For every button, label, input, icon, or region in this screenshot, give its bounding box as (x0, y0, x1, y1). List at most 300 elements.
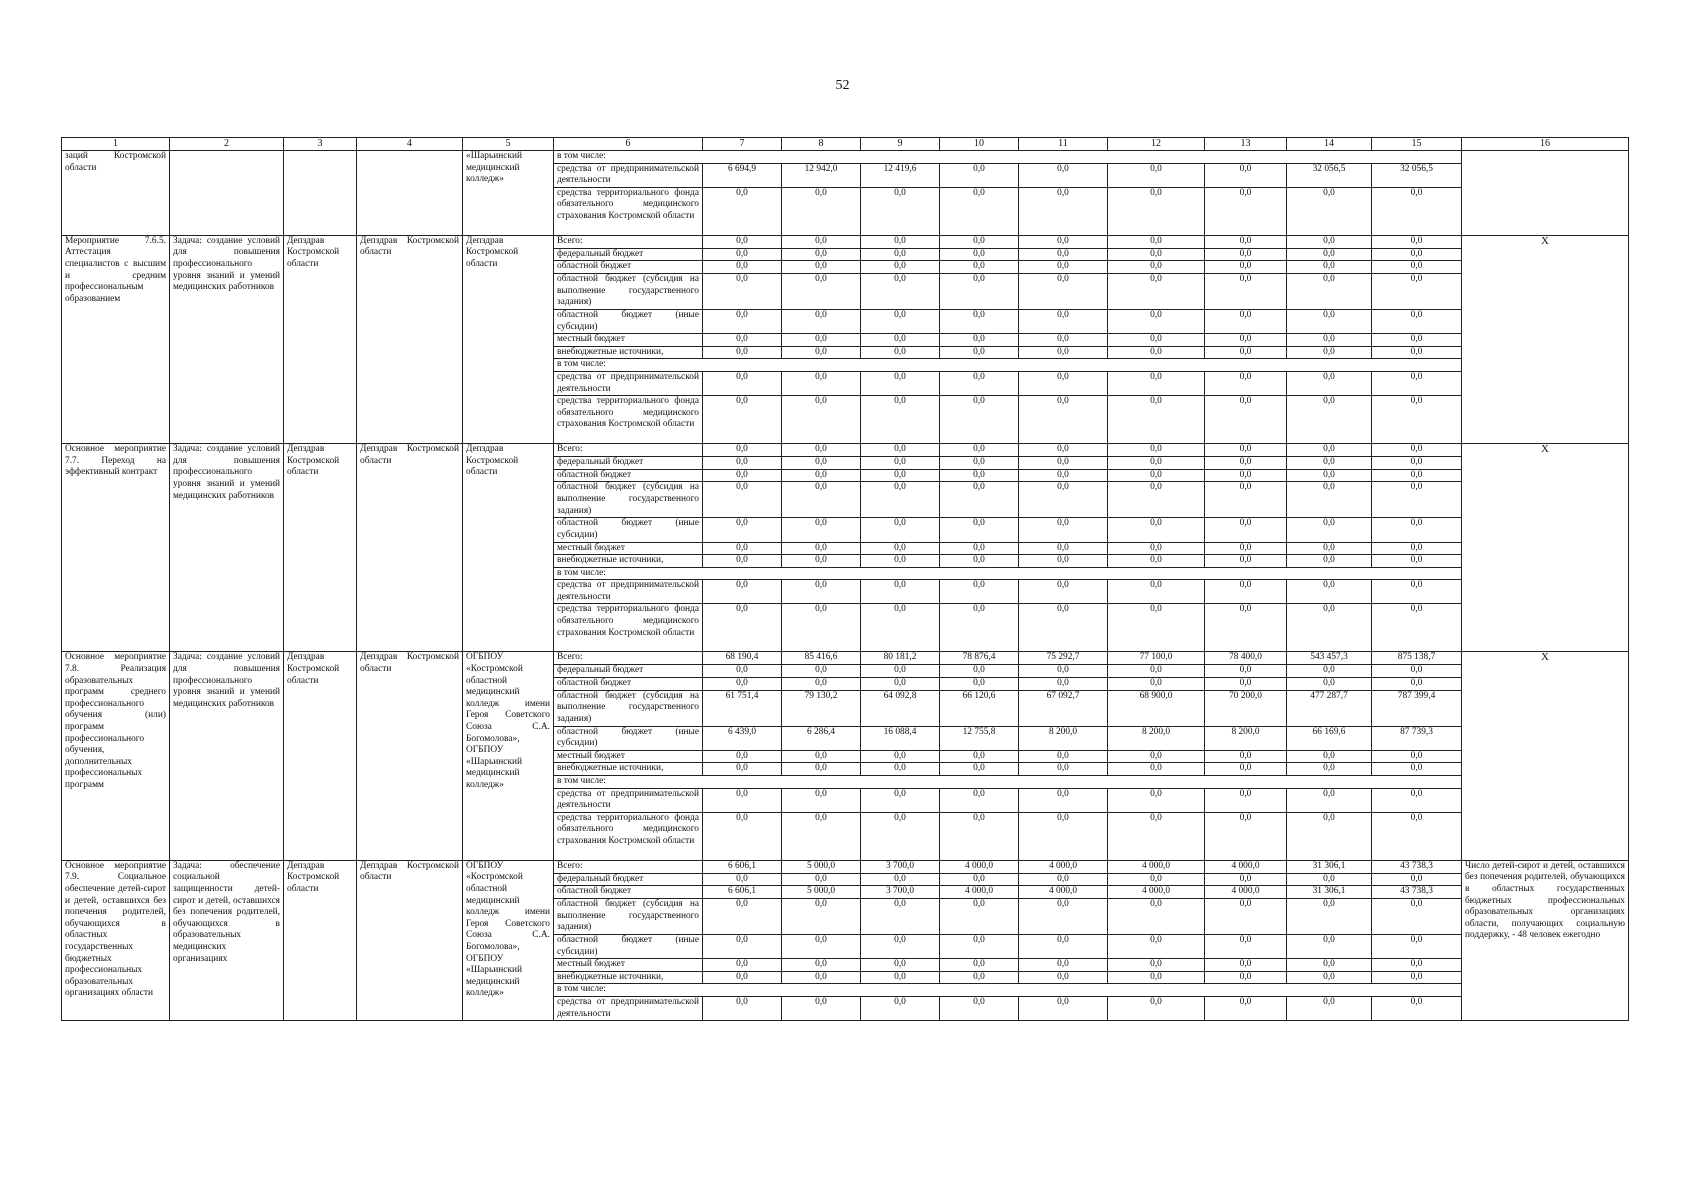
value-cell: 0,0 (861, 959, 940, 972)
cell-c4: Депздрав Костромской области (357, 444, 463, 652)
value-cell: 0,0 (940, 235, 1019, 248)
value-cell: 0,0 (940, 959, 1019, 972)
value-cell: 0,0 (1287, 750, 1372, 763)
value-cell: 0,0 (782, 457, 861, 470)
value-cell: 0,0 (1019, 542, 1108, 555)
value-cell: 0,0 (703, 469, 782, 482)
value-cell: 0,0 (861, 235, 940, 248)
value-cell: 4 000,0 (1019, 886, 1108, 899)
row-label: средства от предпринимательской деятельности (554, 996, 703, 1020)
column-number: 13 (1205, 138, 1287, 151)
value-cell: 0,0 (1205, 971, 1287, 984)
value-cell: 0,0 (1372, 899, 1462, 935)
value-cell: 4 000,0 (1205, 860, 1287, 873)
value-cell: 0,0 (861, 371, 940, 395)
value-cell: 0,0 (1019, 187, 1108, 235)
value-cell: 0,0 (1205, 273, 1287, 309)
value-cell: 4 000,0 (940, 860, 1019, 873)
value-cell: 32 056,5 (1287, 163, 1372, 187)
value-cell: 787 399,4 (1372, 690, 1462, 726)
value-cell: 0,0 (940, 678, 1019, 691)
value-cell: 0,0 (1372, 996, 1462, 1020)
value-cell: 0,0 (940, 812, 1019, 860)
value-cell: 0,0 (1108, 604, 1205, 652)
row-label: областной бюджет (554, 261, 703, 274)
value-cell: 0,0 (1108, 444, 1205, 457)
value-cell: 66 120,6 (940, 690, 1019, 726)
value-cell: 0,0 (782, 235, 861, 248)
row-label: Всего: (554, 652, 703, 665)
column-number: 9 (861, 138, 940, 151)
value-cell: 0,0 (703, 542, 782, 555)
cell-c5: «Шарьинский медицинский колледж» (463, 151, 554, 236)
value-cell: 0,0 (861, 273, 940, 309)
value-cell: 0,0 (1108, 788, 1205, 812)
value-cell: 0,0 (1287, 457, 1372, 470)
value-cell: 0,0 (1108, 665, 1205, 678)
value-cell: 0,0 (1287, 482, 1372, 518)
value-cell: 0,0 (1372, 665, 1462, 678)
value-cell: 70 200,0 (1205, 690, 1287, 726)
value-cell: 0,0 (1019, 248, 1108, 261)
budget-table (61, 137, 1629, 1021)
value-cell: 0,0 (1108, 469, 1205, 482)
value-cell: 0,0 (1205, 469, 1287, 482)
value-cell: 0,0 (1019, 444, 1108, 457)
cell-c3-empty (284, 151, 357, 236)
value-cell: 0,0 (861, 396, 940, 444)
value-cell: 0,0 (940, 187, 1019, 235)
value-cell: 32 056,5 (1372, 163, 1462, 187)
row-label: средства территориального фонда обязательного медицинского страхования Костромской области (554, 812, 703, 860)
value-cell: 0,0 (1019, 750, 1108, 763)
value-cell: 0,0 (703, 396, 782, 444)
cell-c5: Депздрав Костромской области (463, 444, 554, 652)
value-cell: 3 700,0 (861, 860, 940, 873)
value-cell: 0,0 (1287, 444, 1372, 457)
value-cell: 0,0 (1108, 235, 1205, 248)
value-cell: 0,0 (703, 309, 782, 333)
value-cell: 0,0 (1108, 187, 1205, 235)
value-cell: 0,0 (940, 457, 1019, 470)
value-cell: 0,0 (1019, 665, 1108, 678)
value-cell: 0,0 (940, 996, 1019, 1020)
value-cell: 0,0 (861, 665, 940, 678)
cell-c1: Мероприятие 7.6.5. Аттестация специалистов с высшим и средним профессиональным образованием (62, 235, 170, 443)
value-cell: 12 755,8 (940, 726, 1019, 750)
value-cell: 0,0 (1205, 235, 1287, 248)
value-cell: 0,0 (1108, 309, 1205, 333)
column-number: 2 (170, 138, 284, 151)
row-label: средства территориального фонда обязательного медицинского страхования Костромской области (554, 604, 703, 652)
value-cell: 0,0 (1205, 482, 1287, 518)
value-cell: 0,0 (1287, 604, 1372, 652)
value-cell: 0,0 (1372, 763, 1462, 776)
value-cell: 0,0 (940, 580, 1019, 604)
value-cell: 0,0 (703, 935, 782, 959)
value-cell: 66 169,6 (1287, 726, 1372, 750)
value-cell: 0,0 (1287, 959, 1372, 972)
value-cell: 0,0 (861, 334, 940, 347)
value-cell: 0,0 (1205, 334, 1287, 347)
value-cell: 0,0 (1205, 763, 1287, 776)
column-number: 7 (703, 138, 782, 151)
value-cell: 0,0 (703, 812, 782, 860)
value-cell: 0,0 (1108, 678, 1205, 691)
value-cell: 0,0 (1205, 678, 1287, 691)
value-cell: 0,0 (782, 309, 861, 333)
cell-c2: Задача: создание условий для повышения профессионального уровня знаний и умений медицинских работников (170, 652, 284, 860)
value-cell: 0,0 (1019, 873, 1108, 886)
value-cell: 8 200,0 (1108, 726, 1205, 750)
value-cell: 0,0 (1019, 309, 1108, 333)
cell-c1: Основное мероприятие 7.7. Переход на эффективный контракт (62, 444, 170, 652)
row-label: средства территориального фонда обязательного медицинского страхования Костромской области (554, 396, 703, 444)
value-cell: 0,0 (1287, 899, 1372, 935)
value-cell: 0,0 (1287, 812, 1372, 860)
value-cell: 0,0 (861, 580, 940, 604)
value-cell: 0,0 (1108, 996, 1205, 1020)
value-cell: 0,0 (782, 678, 861, 691)
cell-c4: Депздрав Костромской области (357, 652, 463, 860)
column-number: 14 (1287, 138, 1372, 151)
row-label: местный бюджет (554, 542, 703, 555)
value-cell: 0,0 (940, 935, 1019, 959)
row-label: областной бюджет (554, 678, 703, 691)
value-cell: 0,0 (1372, 235, 1462, 248)
column-number: 16 (1462, 138, 1629, 151)
value-cell: 0,0 (1205, 959, 1287, 972)
table-row (62, 444, 1629, 457)
value-cell: 0,0 (1287, 678, 1372, 691)
value-cell: 0,0 (1108, 750, 1205, 763)
value-cell: 0,0 (940, 518, 1019, 542)
value-cell: 0,0 (1372, 273, 1462, 309)
value-cell: 0,0 (782, 261, 861, 274)
cell-c3: Депздрав Костромской области (284, 235, 357, 443)
value-cell: 85 416,6 (782, 652, 861, 665)
value-cell: 0,0 (1108, 935, 1205, 959)
row-label: в том числе: (554, 151, 1462, 164)
value-cell: 0,0 (1287, 873, 1372, 886)
value-cell: 0,0 (1287, 469, 1372, 482)
value-cell: 16 088,4 (861, 726, 940, 750)
value-cell: 0,0 (703, 261, 782, 274)
value-cell: 0,0 (1372, 334, 1462, 347)
value-cell: 0,0 (1019, 482, 1108, 518)
value-cell: 0,0 (703, 346, 782, 359)
value-cell: 0,0 (861, 604, 940, 652)
value-cell: 0,0 (1019, 371, 1108, 395)
value-cell: 0,0 (1205, 457, 1287, 470)
value-cell: 0,0 (782, 812, 861, 860)
value-cell: 68 900,0 (1108, 690, 1205, 726)
value-cell: 0,0 (1372, 187, 1462, 235)
value-cell: 0,0 (1287, 580, 1372, 604)
value-cell: 0,0 (861, 812, 940, 860)
value-cell: 0,0 (782, 788, 861, 812)
cell-c16: Х (1462, 235, 1629, 443)
column-number: 5 (463, 138, 554, 151)
value-cell: 0,0 (1108, 334, 1205, 347)
value-cell: 0,0 (703, 482, 782, 518)
value-cell: 0,0 (940, 665, 1019, 678)
cell-c16: Х (1462, 444, 1629, 652)
value-cell: 0,0 (782, 346, 861, 359)
value-cell: 0,0 (861, 555, 940, 568)
value-cell: 0,0 (1372, 750, 1462, 763)
value-cell: 67 092,7 (1019, 690, 1108, 726)
value-cell: 0,0 (1205, 873, 1287, 886)
value-cell: 0,0 (861, 248, 940, 261)
value-cell: 875 138,7 (1372, 652, 1462, 665)
row-label: областной бюджет (иные субсидии) (554, 309, 703, 333)
value-cell: 0,0 (1019, 763, 1108, 776)
value-cell: 0,0 (1287, 396, 1372, 444)
value-cell: 43 738,3 (1372, 860, 1462, 873)
cell-c16: Х (1462, 652, 1629, 860)
value-cell: 0,0 (861, 788, 940, 812)
value-cell: 0,0 (1108, 763, 1205, 776)
value-cell: 61 751,4 (703, 690, 782, 726)
row-label: внебюджетные источники, (554, 555, 703, 568)
value-cell: 0,0 (1287, 542, 1372, 555)
value-cell: 0,0 (1108, 542, 1205, 555)
row-label: областной бюджет (554, 886, 703, 899)
value-cell: 0,0 (1019, 899, 1108, 935)
cell-c2: Задача: обеспечение социальной защищенности детей-сирот и детей, оставшихся без попечения родителей, обучающихся в образовательных медицинских организациях (170, 860, 284, 1020)
value-cell: 0,0 (782, 971, 861, 984)
row-label: местный бюджет (554, 750, 703, 763)
value-cell: 0,0 (1287, 555, 1372, 568)
value-cell: 0,0 (1287, 971, 1372, 984)
row-label: внебюджетные источники, (554, 346, 703, 359)
value-cell: 6 439,0 (703, 726, 782, 750)
value-cell: 0,0 (1019, 163, 1108, 187)
value-cell: 0,0 (1372, 678, 1462, 691)
value-cell: 0,0 (1108, 346, 1205, 359)
value-cell: 0,0 (861, 542, 940, 555)
value-cell: 0,0 (1108, 555, 1205, 568)
row-label: внебюджетные источники, (554, 763, 703, 776)
table-row (62, 151, 1629, 164)
row-label: средства от предпринимательской деятельности (554, 163, 703, 187)
value-cell: 0,0 (1108, 482, 1205, 518)
value-cell: 0,0 (1287, 788, 1372, 812)
value-cell: 0,0 (703, 444, 782, 457)
value-cell: 0,0 (1287, 763, 1372, 776)
row-label: федеральный бюджет (554, 248, 703, 261)
value-cell: 5 000,0 (782, 860, 861, 873)
value-cell: 0,0 (940, 309, 1019, 333)
value-cell: 0,0 (940, 334, 1019, 347)
row-label: в том числе: (554, 567, 1462, 580)
value-cell: 0,0 (1372, 935, 1462, 959)
row-label: областной бюджет (субсидия на выполнение государственного задания) (554, 273, 703, 309)
value-cell: 0,0 (1287, 996, 1372, 1020)
value-cell: 0,0 (861, 935, 940, 959)
value-cell: 0,0 (1205, 518, 1287, 542)
value-cell: 0,0 (1205, 542, 1287, 555)
value-cell: 43 738,3 (1372, 886, 1462, 899)
value-cell: 0,0 (703, 334, 782, 347)
cell-c1: Основное мероприятие 7.9. Социальное обеспечение детей-сирот и детей, оставшихся без попечения родителей, обучающихся в областных государственных бюджетных профессиональных образовательных организациях области (62, 860, 170, 1020)
column-number: 10 (940, 138, 1019, 151)
value-cell: 0,0 (1205, 750, 1287, 763)
row-label: областной бюджет (иные субсидии) (554, 726, 703, 750)
value-cell: 0,0 (1019, 580, 1108, 604)
value-cell: 0,0 (1372, 346, 1462, 359)
value-cell: 0,0 (1019, 235, 1108, 248)
value-cell: 0,0 (1372, 469, 1462, 482)
value-cell: 0,0 (1108, 396, 1205, 444)
value-cell: 0,0 (1205, 788, 1287, 812)
column-number: 12 (1108, 138, 1205, 151)
cell-c4-empty (357, 151, 463, 236)
value-cell: 31 306,1 (1287, 886, 1372, 899)
value-cell: 31 306,1 (1287, 860, 1372, 873)
value-cell: 0,0 (1287, 334, 1372, 347)
value-cell: 0,0 (1108, 273, 1205, 309)
value-cell: 0,0 (861, 346, 940, 359)
value-cell: 0,0 (782, 444, 861, 457)
value-cell: 0,0 (1019, 678, 1108, 691)
row-label: Всего: (554, 444, 703, 457)
value-cell: 0,0 (782, 959, 861, 972)
value-cell: 0,0 (703, 555, 782, 568)
row-label: местный бюджет (554, 334, 703, 347)
value-cell: 0,0 (782, 899, 861, 935)
column-number-row (62, 138, 1629, 151)
value-cell: 0,0 (1287, 309, 1372, 333)
value-cell: 0,0 (703, 273, 782, 309)
value-cell: 64 092,8 (861, 690, 940, 726)
value-cell: 0,0 (940, 604, 1019, 652)
value-cell: 0,0 (861, 457, 940, 470)
value-cell: 0,0 (940, 899, 1019, 935)
value-cell: 0,0 (1287, 665, 1372, 678)
cell-c1: заций Костромской области (62, 151, 170, 236)
value-cell: 0,0 (782, 580, 861, 604)
value-cell: 0,0 (940, 788, 1019, 812)
value-cell: 0,0 (703, 750, 782, 763)
value-cell: 0,0 (1205, 248, 1287, 261)
value-cell: 0,0 (782, 371, 861, 395)
cell-c4: Депздрав Костромской области (357, 235, 463, 443)
value-cell: 0,0 (1372, 971, 1462, 984)
page-number: 52 (835, 78, 850, 93)
row-label: областной бюджет (субсидия на выполнение государственного задания) (554, 482, 703, 518)
value-cell: 4 000,0 (1108, 860, 1205, 873)
value-cell: 0,0 (1019, 334, 1108, 347)
value-cell: 0,0 (703, 763, 782, 776)
value-cell: 0,0 (782, 555, 861, 568)
value-cell: 0,0 (703, 899, 782, 935)
value-cell: 0,0 (940, 971, 1019, 984)
value-cell: 0,0 (1108, 371, 1205, 395)
value-cell: 0,0 (1108, 899, 1205, 935)
value-cell: 0,0 (940, 482, 1019, 518)
value-cell: 0,0 (1108, 971, 1205, 984)
row-label: средства от предпринимательской деятельности (554, 371, 703, 395)
value-cell: 79 130,2 (782, 690, 861, 726)
value-cell: 0,0 (1019, 959, 1108, 972)
value-cell: 477 287,7 (1287, 690, 1372, 726)
value-cell: 0,0 (1205, 346, 1287, 359)
value-cell: 0,0 (782, 665, 861, 678)
cell-c2: Задача: создание условий для повышения профессионального уровня знаний и умений медицинских работников (170, 444, 284, 652)
value-cell: 0,0 (1372, 248, 1462, 261)
value-cell: 0,0 (1372, 604, 1462, 652)
column-number: 11 (1019, 138, 1108, 151)
value-cell: 6 694,9 (703, 163, 782, 187)
value-cell: 0,0 (940, 261, 1019, 274)
value-cell: 0,0 (1108, 457, 1205, 470)
cell-c16-empty (1462, 151, 1629, 236)
value-cell: 0,0 (1019, 971, 1108, 984)
value-cell: 0,0 (782, 873, 861, 886)
value-cell: 0,0 (1372, 518, 1462, 542)
value-cell: 0,0 (1108, 261, 1205, 274)
table-row (62, 652, 1629, 665)
value-cell: 0,0 (1372, 261, 1462, 274)
value-cell: 0,0 (1205, 444, 1287, 457)
value-cell: 0,0 (703, 235, 782, 248)
value-cell: 0,0 (782, 518, 861, 542)
value-cell: 0,0 (1205, 899, 1287, 935)
value-cell: 4 000,0 (940, 886, 1019, 899)
value-cell: 0,0 (703, 457, 782, 470)
value-cell: 12 942,0 (782, 163, 861, 187)
table-row (62, 860, 1629, 873)
value-cell: 0,0 (861, 482, 940, 518)
value-cell: 0,0 (1372, 396, 1462, 444)
value-cell: 4 000,0 (1108, 886, 1205, 899)
value-cell: 0,0 (861, 187, 940, 235)
value-cell: 80 181,2 (861, 652, 940, 665)
value-cell: 0,0 (1372, 788, 1462, 812)
value-cell: 0,0 (1205, 371, 1287, 395)
value-cell: 0,0 (861, 518, 940, 542)
value-cell: 0,0 (1287, 346, 1372, 359)
value-cell: 0,0 (782, 334, 861, 347)
value-cell: 0,0 (1019, 396, 1108, 444)
value-cell: 0,0 (940, 396, 1019, 444)
value-cell: 4 000,0 (1205, 886, 1287, 899)
value-cell: 0,0 (782, 248, 861, 261)
value-cell: 0,0 (1287, 261, 1372, 274)
value-cell: 0,0 (861, 971, 940, 984)
value-cell: 0,0 (1019, 457, 1108, 470)
value-cell: 0,0 (1108, 163, 1205, 187)
cell-c5: ОГБПОУ «Костромской областной медицинский колледж имени Героя Советского Союза С.А. Богомолова», ОГБПОУ «Шарьинский медицинский колледж» (463, 652, 554, 860)
value-cell: 0,0 (703, 665, 782, 678)
value-cell: 0,0 (861, 469, 940, 482)
value-cell: 0,0 (782, 187, 861, 235)
cell-c5: ОГБПОУ «Костромской областной медицинский колледж имени Героя Советского Союза С.А. Богомолова», ОГБПОУ «Шарьинский медицинский колледж» (463, 860, 554, 1020)
value-cell: 4 000,0 (1019, 860, 1108, 873)
column-number: 15 (1372, 138, 1462, 151)
value-cell: 0,0 (1205, 261, 1287, 274)
value-cell: 0,0 (1108, 959, 1205, 972)
value-cell: 0,0 (1205, 996, 1287, 1020)
value-cell: 0,0 (1205, 187, 1287, 235)
value-cell: 543 457,3 (1287, 652, 1372, 665)
cell-c3: Депздрав Костромской области (284, 860, 357, 1020)
value-cell: 0,0 (1287, 235, 1372, 248)
value-cell: 0,0 (782, 996, 861, 1020)
value-cell: 0,0 (940, 444, 1019, 457)
